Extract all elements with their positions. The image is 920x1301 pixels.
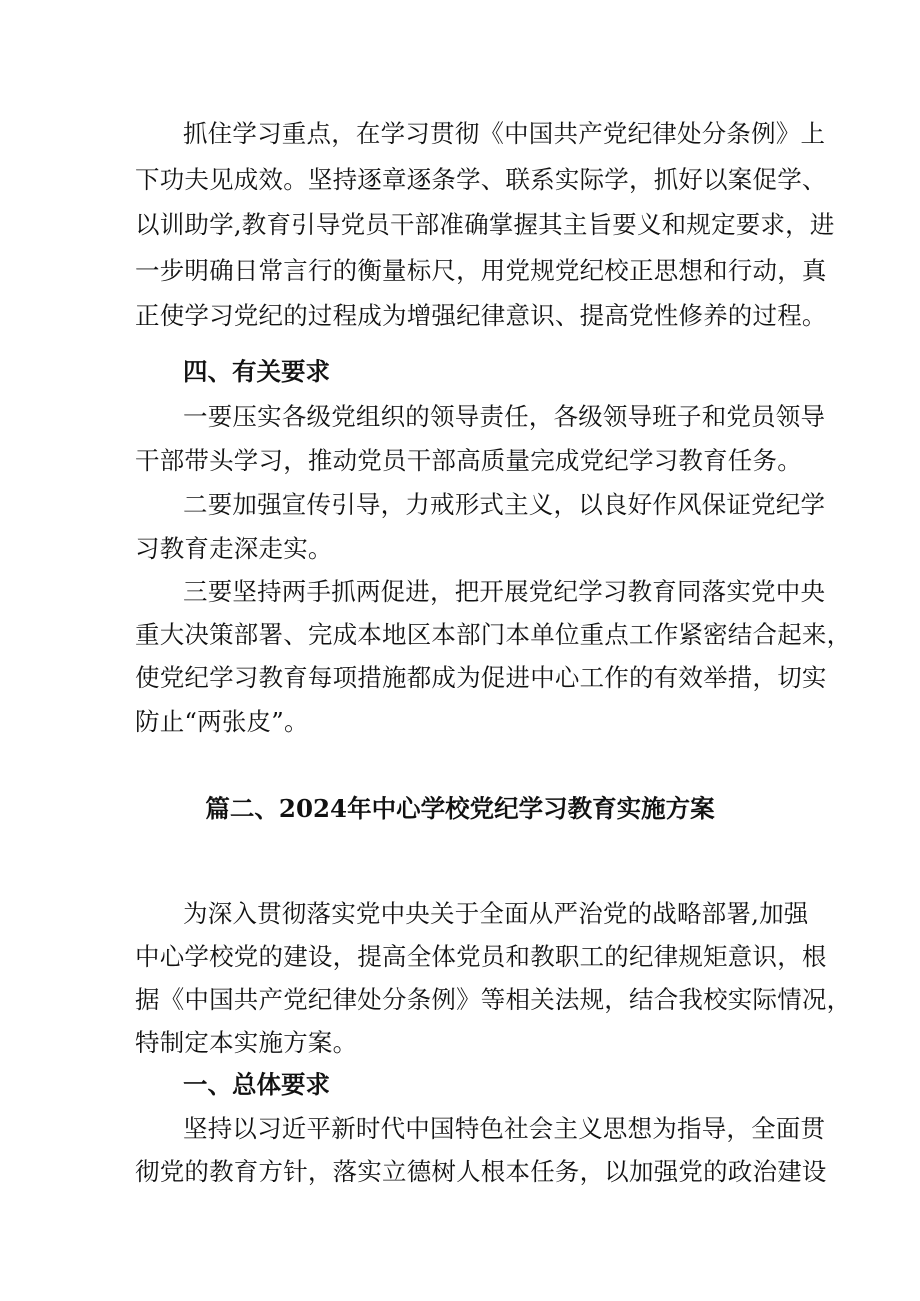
paragraph-line: 干部带头学习，推动党员干部高质量完成党纪学习教育任务。	[135, 446, 802, 475]
paragraph-line: 中心学校党的建设，提高全体党员和教职工的纪律规矩意识，根	[135, 942, 827, 971]
section-heading: 一、总体要求	[183, 1070, 330, 1099]
section-heading: 四、有关要求	[183, 357, 330, 386]
paragraph-line: 防止“两张皮”。	[135, 707, 309, 736]
document-title: 篇二、2024年中心学校党纪学习教育实施方案	[205, 794, 715, 823]
paragraph-line: 重大决策部署、完成本地区本部门本单位重点工作紧密结合起来，	[135, 620, 852, 649]
paragraph-line: 使党纪学习教育每项措施都成为促进中心工作的有效举措，切实	[135, 663, 827, 692]
paragraph-line: 据《中国共产党纪律处分条例》等相关法规，结合我校实际情况，	[135, 985, 852, 1014]
paragraph-line: 二要加强宣传引导，力戒形式主义，以良好作风保证党纪学	[183, 490, 826, 519]
paragraph-line: 彻党的教育方针，落实立德树人根本任务，以加强党的政治建设	[135, 1157, 827, 1186]
paragraph-line: 一步明确日常言行的衡量标尺，用党规党纪校正思想和行动，真	[135, 256, 827, 285]
paragraph-line: 一要压实各级党组织的领导责任，各级领导班子和党员领导	[183, 402, 826, 431]
paragraph-line: 特制定本实施方案。	[135, 1028, 358, 1057]
paragraph-line: 坚持以习近平新时代中国特色社会主义思想为指导，全面贯	[183, 1114, 826, 1143]
paragraph-line: 正使学习党纪的过程成为增强纪律意识、提高党性修养的过程。	[135, 301, 827, 330]
paragraph-line: 三要坚持两手抓两促进，把开展党纪学习教育同落实党中央	[183, 577, 826, 606]
paragraph-line: 下功夫见成效。坚持逐章逐条学、联系实际学，抓好以案促学、	[135, 165, 827, 194]
paragraph-line: 为深入贯彻落实党中央关于全面从严治党的战略部署,加强	[183, 899, 809, 928]
paragraph-line: 习教育走深走实。	[135, 534, 333, 563]
paragraph-line: 以训助学,教育引导党员干部准确掌握其主旨要义和规定要求，进	[135, 210, 835, 239]
paragraph-line: 抓住学习重点，在学习贯彻《中国共产党纪律处分条例》上	[183, 119, 826, 148]
